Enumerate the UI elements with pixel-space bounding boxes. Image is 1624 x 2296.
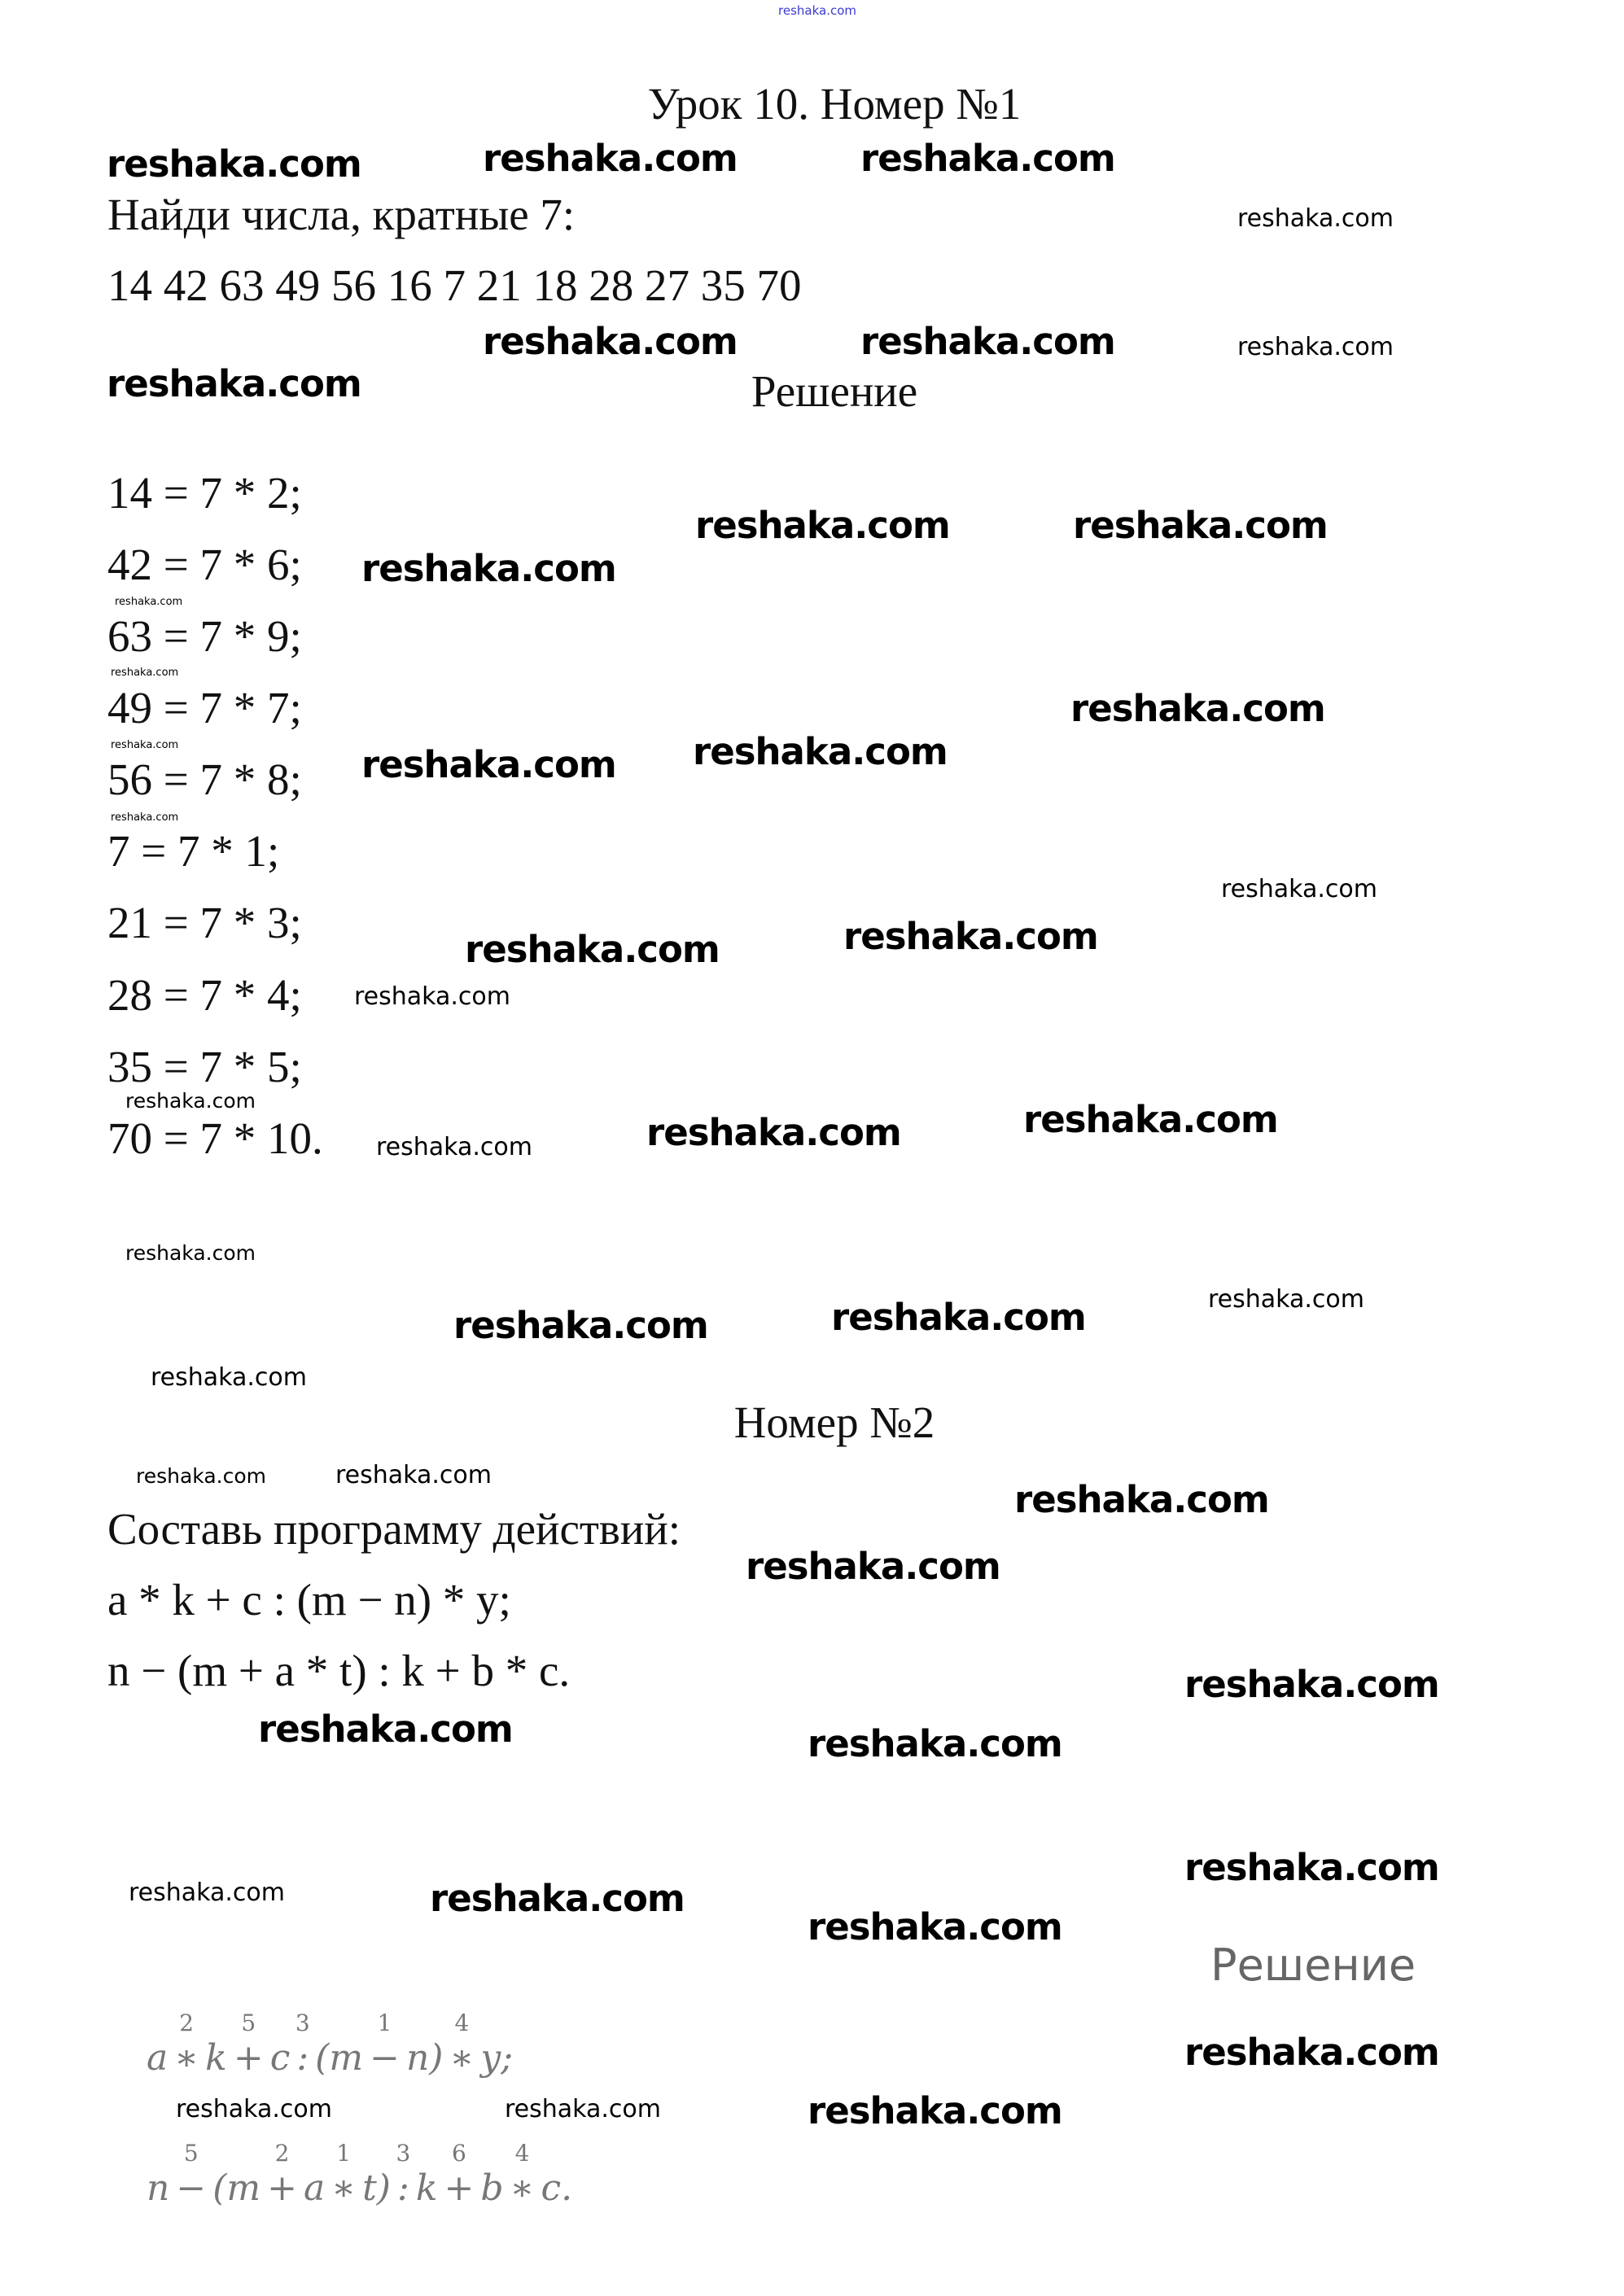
formula-token: ∗ 4 — [510, 2140, 535, 2209]
watermark: reshaka.com — [335, 1461, 492, 1489]
step-number: 2 — [274, 2140, 290, 2167]
watermark: reshaka.com — [107, 362, 361, 405]
watermark: reshaka.com — [125, 1241, 256, 1265]
step-number: 6 — [452, 2140, 466, 2167]
step-number: 5 — [241, 2010, 256, 2036]
watermark: reshaka.com — [1023, 1098, 1278, 1141]
formula-token: ∗ 1 — [331, 2140, 357, 2209]
watermark: reshaka.com — [258, 1708, 513, 1751]
step-number: 4 — [514, 2140, 530, 2167]
formula-token: k — [415, 2167, 438, 2209]
watermark: reshaka.com — [107, 142, 361, 186]
watermark: reshaka.com — [1208, 1285, 1364, 1314]
watermark: reshaka.com — [361, 547, 616, 590]
watermark: reshaka.com — [1073, 504, 1328, 547]
equation: 7 = 7 * 1; — [107, 826, 280, 876]
formula-token: + 5 — [233, 2010, 264, 2079]
formula-token: − 1 — [370, 2010, 400, 2079]
formula-token: ∗ 2 — [174, 2010, 199, 2079]
watermark: reshaka.com — [483, 320, 738, 363]
task1-prompt: Найди числа, кратные 7: — [107, 190, 576, 239]
formula-token: b — [480, 2167, 504, 2209]
equation: 63 = 7 * 9; — [107, 611, 302, 661]
task2-expr2: n − (m + a * t) : k + b * c. — [107, 1646, 571, 1695]
equation: 56 = 7 * 8; — [107, 754, 302, 804]
formula-token: + 6 — [444, 2140, 475, 2209]
page-title: Урок 10. Номер №1 — [647, 79, 1022, 129]
equation: 49 = 7 * 7; — [107, 683, 302, 733]
task2-heading: Номер №2 — [733, 1397, 935, 1447]
formula-token: : 3 — [396, 2140, 411, 2209]
step-number: 3 — [295, 2010, 310, 2036]
solution2-heading: Решение — [1210, 1940, 1416, 1991]
watermark: reshaka.com — [1070, 687, 1325, 730]
watermark: reshaka.com — [831, 1296, 1086, 1339]
formula-token: (m — [212, 2167, 261, 2209]
watermark: reshaka.com — [843, 915, 1098, 958]
formula-token: ∗ 4 — [449, 2010, 475, 2079]
watermark: reshaka.com — [111, 667, 179, 679]
watermark: reshaka.com — [483, 137, 738, 180]
formula-token: a — [147, 2037, 169, 2079]
site-mark: reshaka.com — [778, 3, 856, 18]
watermark: reshaka.com — [860, 137, 1115, 180]
watermark: reshaka.com — [693, 730, 948, 773]
formula-2 — [143, 2140, 576, 2209]
watermark: reshaka.com — [1184, 1846, 1439, 1889]
watermark: reshaka.com — [1237, 333, 1394, 361]
watermark: reshaka.com — [808, 1722, 1062, 1765]
watermark: reshaka.com — [1184, 1663, 1439, 1706]
task1-numbers: 14 42 63 49 56 16 7 21 18 28 27 35 70 — [107, 260, 802, 310]
formula-token: c — [269, 2037, 291, 2079]
watermark: reshaka.com — [646, 1111, 901, 1154]
formula-token: (m — [315, 2037, 364, 2079]
formula-token: a — [303, 2167, 326, 2209]
step-number: 1 — [377, 2010, 392, 2036]
watermark: reshaka.com — [808, 1905, 1062, 1948]
watermark: reshaka.com — [505, 2095, 661, 2123]
watermark: reshaka.com — [1237, 204, 1394, 233]
formula-token: + 2 — [267, 2140, 297, 2209]
formula-1 — [143, 2010, 516, 2079]
task2-expr1: a * k + c : (m − n) * y; — [107, 1575, 511, 1625]
watermark: reshaka.com — [376, 1133, 532, 1161]
step-number: 4 — [454, 2010, 470, 2036]
equation: 70 = 7 * 10. — [107, 1113, 323, 1163]
watermark: reshaka.com — [1221, 875, 1377, 903]
watermark: reshaka.com — [695, 504, 950, 547]
watermark: reshaka.com — [1184, 2031, 1439, 2074]
equation: 21 = 7 * 3; — [107, 898, 302, 947]
watermark: reshaka.com — [151, 1363, 307, 1392]
step-number: 5 — [183, 2140, 199, 2167]
formula-token: − 5 — [176, 2140, 207, 2209]
watermark: reshaka.com — [1014, 1478, 1269, 1521]
watermark: reshaka.com — [453, 1304, 708, 1347]
step-number: 2 — [179, 2010, 195, 2036]
watermark: reshaka.com — [115, 596, 183, 608]
formula-token: c. — [541, 2167, 573, 2209]
watermark: reshaka.com — [354, 982, 510, 1011]
step-number: 3 — [396, 2140, 411, 2167]
watermark: reshaka.com — [125, 1089, 256, 1113]
solution-heading: Решение — [751, 366, 918, 416]
watermark: reshaka.com — [111, 811, 179, 824]
step-number: 1 — [336, 2140, 352, 2167]
equation: 35 = 7 * 5; — [107, 1042, 302, 1091]
equation: 14 = 7 * 2; — [107, 468, 302, 518]
equation: 28 = 7 * 4; — [107, 970, 302, 1020]
watermark: reshaka.com — [136, 1464, 266, 1488]
watermark: reshaka.com — [430, 1877, 685, 1920]
watermark: reshaka.com — [746, 1545, 1000, 1588]
equation: 42 = 7 * 6; — [107, 540, 302, 589]
watermark: reshaka.com — [129, 1878, 285, 1907]
formula-token: t) — [362, 2167, 391, 2209]
formula-token: k — [205, 2037, 227, 2079]
formula-token: n) — [405, 2037, 444, 2079]
watermark: reshaka.com — [465, 928, 720, 971]
formula-token: y; — [480, 2037, 514, 2079]
formula-token: n — [147, 2167, 170, 2209]
watermark: reshaka.com — [176, 2095, 332, 2123]
watermark: reshaka.com — [361, 743, 616, 786]
task2-prompt: Составь программу действий: — [107, 1504, 681, 1554]
watermark: reshaka.com — [860, 320, 1115, 363]
watermark: reshaka.com — [808, 2089, 1062, 2132]
formula-token: : 3 — [295, 2010, 310, 2079]
watermark: reshaka.com — [111, 739, 179, 751]
